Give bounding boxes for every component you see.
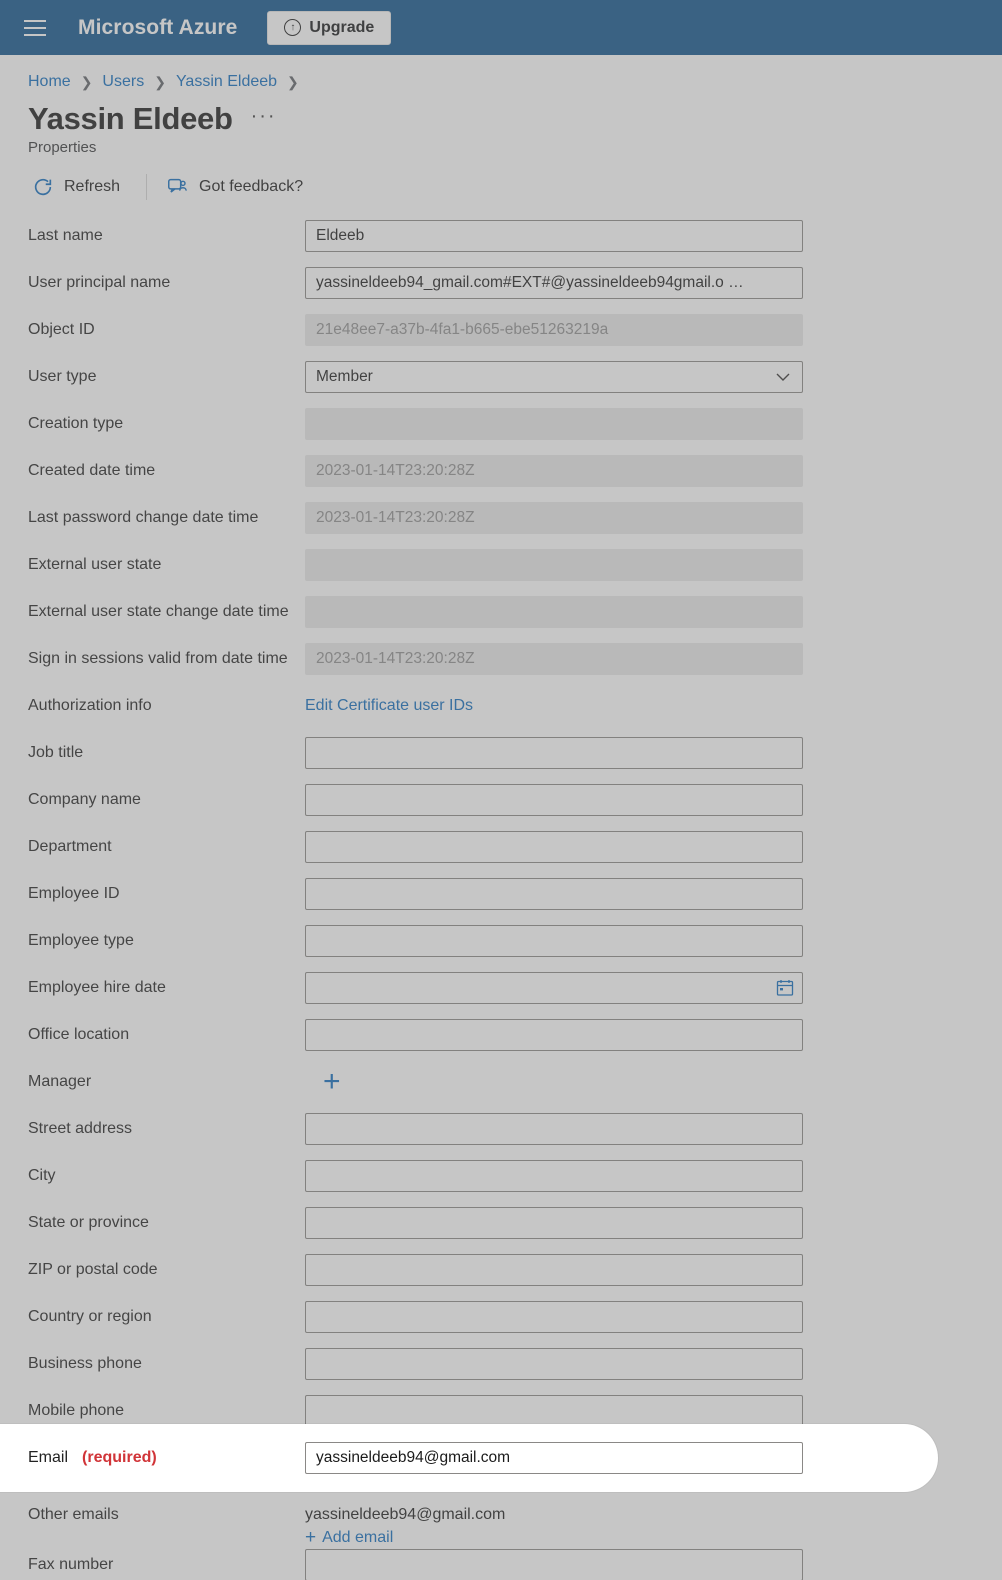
refresh-button[interactable] xyxy=(28,170,132,204)
employee-hire-date-input[interactable] xyxy=(305,972,803,1004)
add-email-label: Add email xyxy=(322,1528,394,1546)
email-input[interactable] xyxy=(305,1442,803,1474)
field-control xyxy=(305,455,803,487)
form-row-user-principal-name xyxy=(0,259,1002,306)
field-control xyxy=(305,972,803,1004)
field-control xyxy=(305,925,803,957)
field-label: Manager xyxy=(28,1072,92,1090)
form-row-user-type xyxy=(0,353,1002,400)
got-feedback-button[interactable] xyxy=(161,170,315,204)
got-feedback-label: Got feedback? xyxy=(199,178,304,195)
email-label-group xyxy=(0,1449,305,1467)
form-row-object-id xyxy=(0,306,1002,353)
field-control xyxy=(305,737,803,769)
field-label: User type xyxy=(28,367,97,385)
form-row-creation-type xyxy=(0,400,1002,447)
form-row-external-user-state-change xyxy=(0,588,1002,635)
field-control xyxy=(305,1064,803,1098)
form-row-authorization-info xyxy=(0,682,1002,729)
form-row-fax-number xyxy=(0,1549,1002,1580)
employee-type-input[interactable] xyxy=(305,925,803,957)
field-control xyxy=(305,408,803,440)
field-control xyxy=(305,697,803,715)
hamburger-icon[interactable] xyxy=(14,7,56,49)
field-label: Department xyxy=(28,837,112,855)
upgrade-button-label: Upgrade xyxy=(309,18,375,36)
city-input[interactable] xyxy=(305,1160,803,1192)
field-control xyxy=(305,831,803,863)
properties-form xyxy=(0,212,1002,1580)
field-control xyxy=(305,267,803,299)
form-row-business-phone xyxy=(0,1340,1002,1387)
field-control xyxy=(305,878,803,910)
form-row-street-address xyxy=(0,1105,1002,1152)
chevron-right-icon: ❯ xyxy=(287,73,299,90)
field-label: Last password change date time xyxy=(28,508,259,526)
breadcrumb-item-users[interactable]: Users xyxy=(102,73,145,90)
field-control xyxy=(305,1254,803,1286)
email-label: Email xyxy=(28,1449,69,1466)
last-name-input[interactable] xyxy=(305,220,803,252)
email-spotlight-row xyxy=(0,1424,938,1492)
last-password-change-readonly: 2023-01-14T23:20:28Z xyxy=(305,502,803,534)
field-label: City xyxy=(28,1166,56,1184)
top-navigation-bar xyxy=(0,0,1002,55)
more-options-icon[interactable]: ··· xyxy=(250,105,277,127)
refresh-icon xyxy=(32,176,54,198)
form-row-external-user-state xyxy=(0,541,1002,588)
field-control xyxy=(305,220,803,252)
chevron-right-icon: ❯ xyxy=(80,73,93,90)
form-row-zip-or-postal-code xyxy=(0,1246,1002,1293)
job-title-input[interactable] xyxy=(305,737,803,769)
user-type-select[interactable] xyxy=(305,361,803,393)
country-or-region-input[interactable] xyxy=(305,1301,803,1333)
add-manager-plus-icon[interactable]: + xyxy=(323,1064,341,1098)
calendar-icon[interactable] xyxy=(775,978,795,998)
field-label: External user state xyxy=(28,555,162,573)
field-label: Employee hire date xyxy=(28,978,166,996)
field-label: Country or region xyxy=(28,1307,152,1325)
field-label: Sign in sessions valid from date time xyxy=(28,649,288,667)
field-control xyxy=(305,549,803,581)
upgrade-button[interactable] xyxy=(267,11,391,45)
external-user-state-change-readonly xyxy=(305,596,803,628)
form-row-city xyxy=(0,1152,1002,1199)
field-control xyxy=(305,1442,803,1474)
field-control xyxy=(305,1395,803,1427)
feedback-person-icon xyxy=(165,176,189,198)
field-control xyxy=(305,784,803,816)
mobile-phone-input[interactable] xyxy=(305,1395,803,1427)
field-label: Created date time xyxy=(28,461,156,479)
form-row-state-or-province xyxy=(0,1199,1002,1246)
field-control xyxy=(305,1113,803,1145)
email-required-badge: (required) xyxy=(82,1449,157,1466)
form-row-other-emails xyxy=(0,1502,1002,1549)
breadcrumb-item-current[interactable]: Yassin Eldeeb xyxy=(175,73,278,90)
field-label: Authorization info xyxy=(28,696,152,714)
external-user-state-readonly xyxy=(305,549,803,581)
field-control xyxy=(305,361,803,393)
field-label: User principal name xyxy=(28,273,171,291)
field-control xyxy=(305,1207,803,1239)
field-label: Last name xyxy=(28,226,103,244)
field-control xyxy=(305,596,803,628)
form-row-office-location xyxy=(0,1011,1002,1058)
field-control xyxy=(305,1549,803,1580)
chevron-right-icon: ❯ xyxy=(154,73,166,90)
form-row-department xyxy=(0,823,1002,870)
form-row-employee-hire-date xyxy=(0,964,1002,1011)
refresh-label: Refresh xyxy=(64,178,121,195)
office-location-input[interactable] xyxy=(305,1019,803,1051)
business-phone-input[interactable] xyxy=(305,1348,803,1380)
field-label: Company name xyxy=(28,790,141,808)
plus-icon: + xyxy=(305,1527,317,1548)
field-label: Business phone xyxy=(28,1354,142,1372)
signin-sessions-valid-from-readonly: 2023-01-14T23:20:28Z xyxy=(305,643,803,675)
field-label: Street address xyxy=(28,1119,133,1137)
department-input[interactable] xyxy=(305,831,803,863)
field-label: Creation type xyxy=(28,414,124,432)
page-subtitle: Properties xyxy=(28,139,97,156)
form-row-last-name xyxy=(0,212,1002,259)
field-label: Other emails xyxy=(28,1506,119,1523)
form-row-company-name xyxy=(0,776,1002,823)
form-row-employee-id xyxy=(0,870,1002,917)
field-label: External user state change date time xyxy=(28,602,289,620)
zip-or-postal-code-input[interactable] xyxy=(305,1254,803,1286)
form-row-country-or-region xyxy=(0,1293,1002,1340)
field-control xyxy=(305,1301,803,1333)
divider xyxy=(146,174,147,200)
field-label: Employee type xyxy=(28,931,134,949)
field-label: Object ID xyxy=(28,320,95,338)
edit-certificate-user-ids-link[interactable]: Edit Certificate user IDs xyxy=(305,696,474,714)
upgrade-circle-arrow-icon: ↑ xyxy=(284,19,301,36)
field-label: Employee ID xyxy=(28,884,120,902)
street-address-input[interactable] xyxy=(305,1113,803,1145)
form-row-signin-sessions-valid-from xyxy=(0,635,1002,682)
employee-id-input[interactable] xyxy=(305,878,803,910)
field-label: Fax number xyxy=(28,1556,114,1573)
form-row-employee-type xyxy=(0,917,1002,964)
field-label: Job title xyxy=(28,743,84,761)
field-label: Mobile phone xyxy=(28,1401,125,1419)
brand-title: Microsoft Azure xyxy=(78,15,238,39)
field-control xyxy=(305,502,803,534)
user-type-value[interactable] xyxy=(305,361,803,393)
field-control xyxy=(305,1506,803,1547)
field-control xyxy=(305,1160,803,1192)
form-row-job-title xyxy=(0,729,1002,776)
add-email-button[interactable] xyxy=(305,1528,803,1547)
creation-type-readonly xyxy=(305,408,803,440)
user-principal-name-input[interactable] xyxy=(305,267,803,299)
form-row-last-password-change xyxy=(0,494,1002,541)
company-name-input[interactable] xyxy=(305,784,803,816)
page-title-row xyxy=(0,91,1002,137)
breadcrumb xyxy=(0,55,1002,91)
field-label: State or province xyxy=(28,1213,149,1231)
field-control xyxy=(305,314,803,346)
field-control xyxy=(305,1019,803,1051)
field-control xyxy=(305,643,803,675)
form-row-created-date-time xyxy=(0,447,1002,494)
state-or-province-input[interactable] xyxy=(305,1207,803,1239)
field-label: ZIP or postal code xyxy=(28,1260,158,1278)
command-bar xyxy=(0,156,1002,212)
created-date-time-readonly: 2023-01-14T23:20:28Z xyxy=(305,455,803,487)
field-control xyxy=(305,1348,803,1380)
form-row-manager xyxy=(0,1058,1002,1105)
employee-hire-date-field[interactable] xyxy=(305,972,803,1004)
other-email-value: yassineldeeb94@gmail.com xyxy=(305,1506,506,1523)
fax-number-input[interactable] xyxy=(305,1549,803,1580)
field-label: Office location xyxy=(28,1025,130,1043)
breadcrumb-item-home[interactable]: Home xyxy=(28,73,71,90)
page-title: Yassin Eldeeb xyxy=(28,101,233,136)
object-id-readonly: 21e48ee7-a37b-4fa1-b665-ebe51263219a xyxy=(305,314,803,346)
